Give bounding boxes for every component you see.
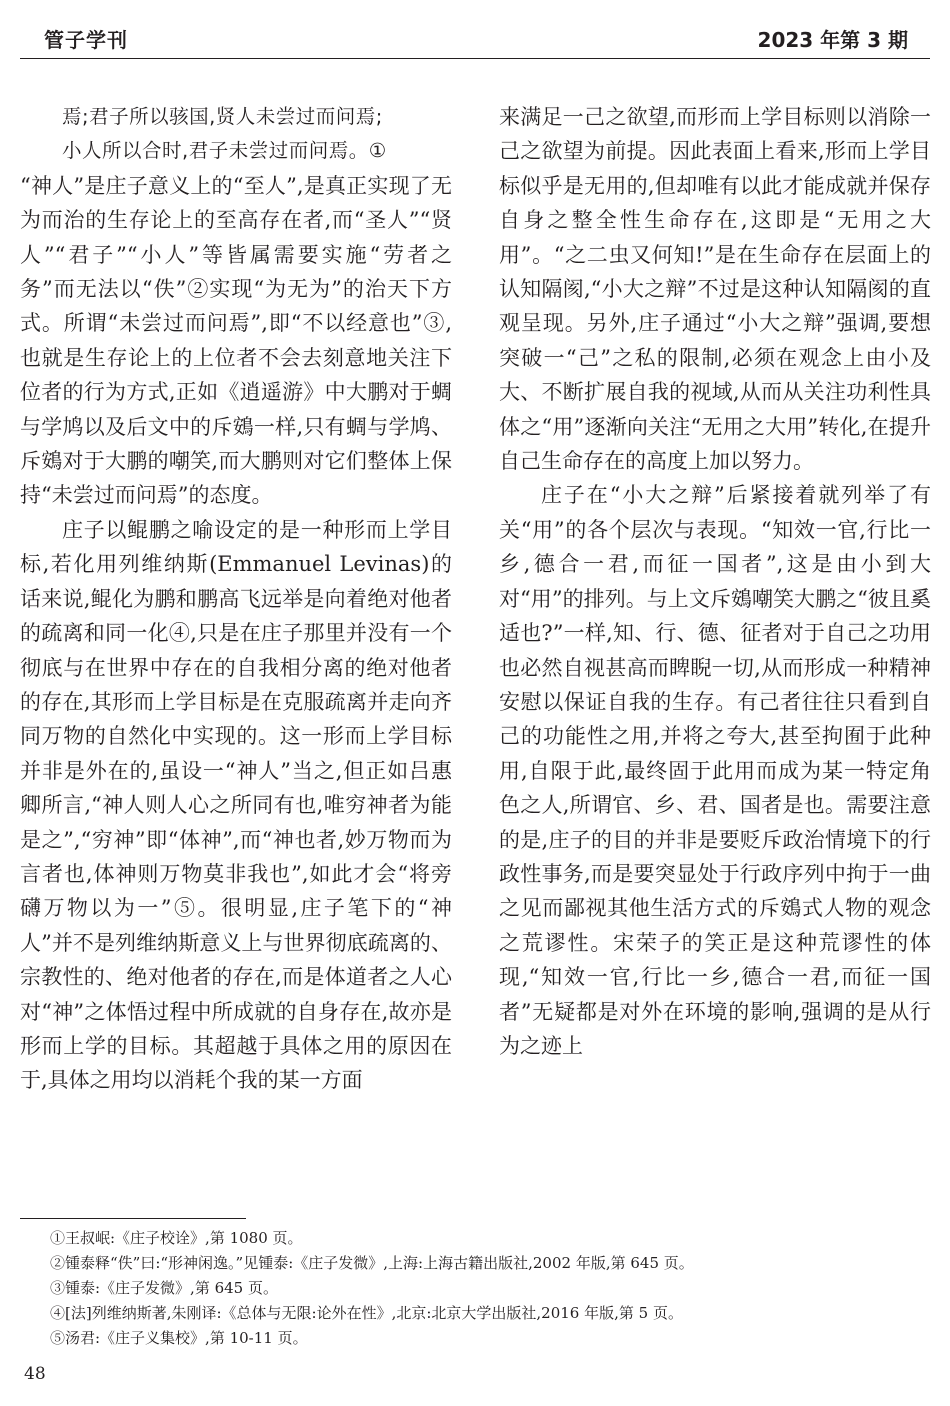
paragraph: 庄子在“小大之辩”后紧接着就列举了有关“用”的各个层次与表现。“知效一官,行比一乡,德合一君,而征一国者”,这是由小到大对“用”的排列。与上文斥鴳嘲笑大鹏之“彼且奚适也?”一样,知、行、德、征者对于自己之功用也必然自视甚高而睥睨一切,从而形成一种精神安慰以保证自我的生存。有己者往往只看到自己的功能性之用,并将之夸大,甚至拘囿于此种用,自限于此,最终固于此用而成为某一特定角色之人,所谓官、乡、君、国者是也。需要注意的是,庄子的目的并非是要贬斥政治情境下的行政性事务,而是要突显处于行政序列中拘于一曲之见而鄙视其他生活方式的斥鴳式人物的观念之荒谬性。宋荣子的笑正是这种荒谬性的体现,“知效一官,行比一乡,德合一君,而征一国者”无疑都是对外在环境的影响,强调的是从行为之迹上 <box>499 483 931 1058</box>
footnotes <box>50 1226 910 1351</box>
footnote-divider <box>20 1218 246 1219</box>
block-quote-line: 小人所以合时,君子未尝过而问焉。① <box>62 139 387 163</box>
footnote: ④[法]列维纳斯著,朱刚译:《总体与无限:论外在性》,北京:北京大学出版社,2016 年版,第 5 页。 <box>50 1304 683 1322</box>
footnote: ②锺泰释“佚”曰:“形神闲逸。”见锺泰:《庄子发微》,上海:上海古籍出版社,2002 年版,第 645 页。 <box>50 1254 694 1272</box>
left-column <box>20 100 452 1098</box>
block-quote-line: 焉;君子所以骇国,贤人未尝过而问焉; <box>62 105 383 128</box>
journal-title: 管子学刊 <box>44 28 128 52</box>
footnote: ⑤汤君:《庄子义集校》,第 10-11 页。 <box>50 1329 308 1347</box>
right-column <box>499 100 931 1063</box>
paragraph: 来满足一己之欲望,而形而上学目标则以消除一己之欲望为前提。因此表面上看来,形而上学目标似乎是无用的,但却唯有以此才能成就并保存自身之整全性生命存在,这即是“无用之大用”。“之二虫又何知!”是在生命存在层面上的认知隔阂,“小大之辩”不过是这种认知隔阂的直观呈现。另外,庄子通过“小大之辩”强调,要想突破一“己”之私的限制,必须在观念上由小及大、不断扩展自我的视域,从而从关注功利性具体之“用”逐渐向关注“无用之大用”转化,在提升自己生命存在的高度上加以努力。 <box>499 105 931 474</box>
paragraph: 庄子以鲲鹏之喻设定的是一种形而上学目标,若化用列维纳斯(Emmanuel Levinas)的话来说,鲲化为鹏和鹏高飞远举是向着绝对他者的疏离和同一化④,只是在庄子那里并没有一个彻底与在世界中存在的自我相分离的绝对他者的存在,其形而上学目标是在克服疏离并走向齐同万物的自然化中实现的。这一形而上学目标并非是外在的,虽设一“神人”当之,但正如吕惠卿所言,“神人则人心之所同有也,唯穷神者为能是之”,“穷神”即“体神”,而“神也者,妙万物而为言者也,体神则万物莫非我也”,如此才会“将旁礴万物以为一”⑤。很明显,庄子笔下的“神人”并不是列维纳斯意义上与世界彻底疏离的、宗教性的、绝对他者的存在,而是体道者之人心对“神”之体悟过程中所成就的自身存在,故亦是形而上学的目标。其超越于具体之用的原因在于,具体之用均以消耗个我的某一方面 <box>20 517 452 1093</box>
footnote: ①王叔岷:《庄子校诠》,第 1080 页。 <box>50 1229 303 1247</box>
running-header <box>20 18 930 59</box>
footnote: ③锺泰:《庄子发微》,第 645 页。 <box>50 1279 278 1297</box>
paragraph: “神人”是庄子意义上的“至人”,是真正实现了无为而治的生存论上的至高存在者,而“圣人”“贤人”“君子”“小人”等皆属需要实施“劳者之务”而无法以“佚”②实现“为无为”的治天下方式。所谓“未尝过而问焉”,即“不以经意也”③,也就是生存论上的上位者不会去刻意地关注下位者的行为方式,正如《逍遥游》中大鹏对于蜩与学鸠以及后文中的斥鴳一样,只有蜩与学鸠、斥鴳对于大鹏的嘲笑,而大鹏则对它们整体上保持“未尝过而问焉”的态度。 <box>20 173 452 508</box>
issue-label: 2023 年第 3 期 <box>757 28 908 52</box>
page-number: 48 <box>24 1364 46 1384</box>
